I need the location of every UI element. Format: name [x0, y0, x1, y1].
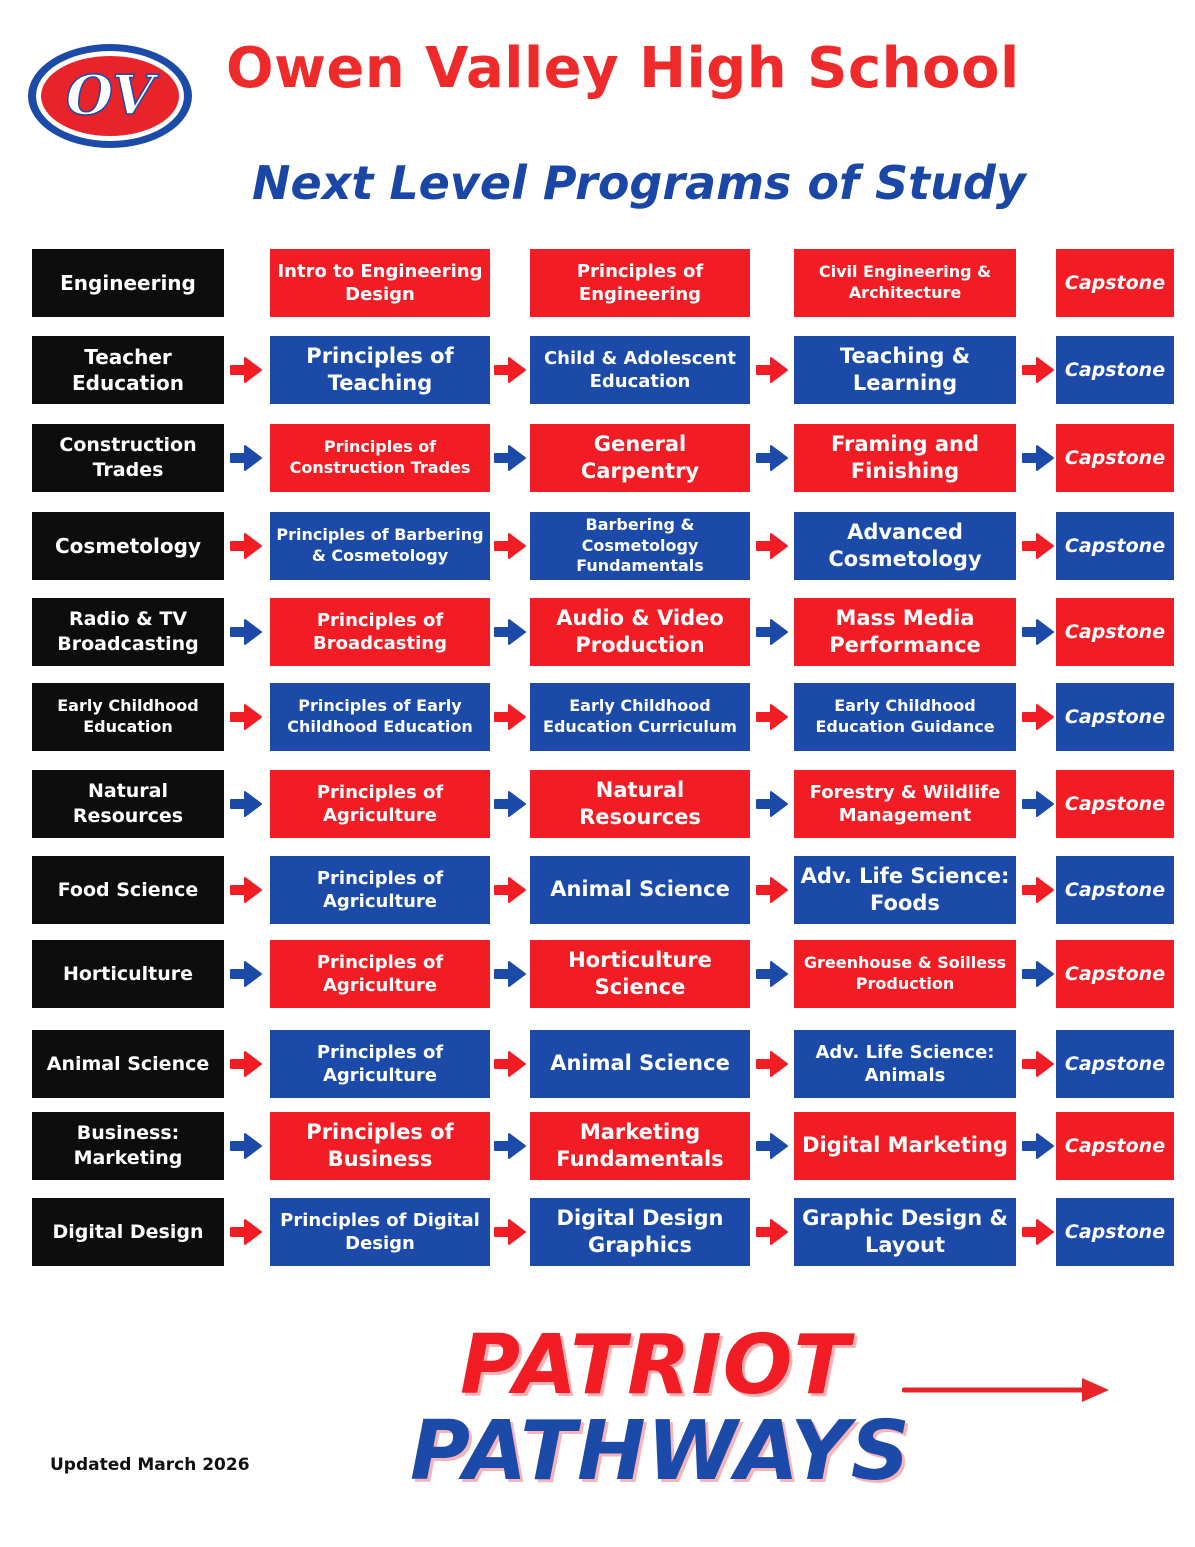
course-box: Principles of Barbering & Cosmetology: [270, 512, 490, 580]
arrow-right-icon: [493, 960, 527, 988]
capstone-box: Capstone: [1056, 512, 1174, 580]
course-box: Principles of Broadcasting: [270, 598, 490, 666]
arrow-right-icon: [493, 1050, 527, 1078]
course-box: Animal Science: [530, 1030, 750, 1098]
arrow-right-icon: [755, 444, 789, 472]
course-box: Early Childhood Education Curriculum: [530, 683, 750, 751]
course-box: Natural Resources: [530, 770, 750, 838]
capstone-box: Capstone: [1056, 1030, 1174, 1098]
capstone-box: Capstone: [1056, 1112, 1174, 1180]
course-box: Adv. Life Science: Foods: [794, 856, 1016, 924]
arrow-right-icon: [229, 1050, 263, 1078]
course-box: Digital Marketing: [794, 1112, 1016, 1180]
arrow-right-icon: [229, 703, 263, 731]
pathway-label: Early Childhood Education: [32, 683, 224, 751]
course-box: Animal Science: [530, 856, 750, 924]
course-box: Principles of Agriculture: [270, 1030, 490, 1098]
pathway-label: Business: Marketing: [32, 1112, 224, 1180]
course-box: Mass Media Performance: [794, 598, 1016, 666]
arrow-right-icon: [755, 960, 789, 988]
course-box: Barbering & Cosmetology Fundamentals: [530, 512, 750, 580]
course-box: Principles of Digital Design: [270, 1198, 490, 1266]
arrow-right-icon: [229, 960, 263, 988]
pathway-label: Teacher Education: [32, 336, 224, 404]
arrow-right-icon: [229, 532, 263, 560]
arrow-right-icon: [493, 444, 527, 472]
arrow-right-icon: [1021, 1050, 1055, 1078]
page-subtitle: Next Level Programs of Study: [252, 156, 1026, 210]
arrow-right-icon: [755, 356, 789, 384]
arrow-right-icon: [755, 1050, 789, 1078]
school-name: Owen Valley High School: [226, 36, 1020, 101]
updated-date: Updated March 2026: [50, 1455, 250, 1475]
pathway-label: Radio & TV Broadcasting: [32, 598, 224, 666]
arrow-right-icon: [229, 876, 263, 904]
pathway-label: Construction Trades: [32, 424, 224, 492]
pathway-label: Animal Science: [32, 1030, 224, 1098]
arrow-right-icon: [493, 876, 527, 904]
course-box: Teaching & Learning: [794, 336, 1016, 404]
course-box: General Carpentry: [530, 424, 750, 492]
arrow-right-icon: [1021, 1218, 1055, 1246]
course-box: Principles of Teaching: [270, 336, 490, 404]
course-box: Early Childhood Education Guidance: [794, 683, 1016, 751]
course-box: Adv. Life Science: Animals: [794, 1030, 1016, 1098]
arrow-right-icon: [755, 876, 789, 904]
capstone-box: Capstone: [1056, 249, 1174, 317]
arrow-right-icon: [229, 1132, 263, 1160]
arrow-right-icon: [1021, 356, 1055, 384]
course-box: Marketing Fundamentals: [530, 1112, 750, 1180]
course-box: Principles of Engineering: [530, 249, 750, 317]
capstone-box: Capstone: [1056, 856, 1174, 924]
course-box: Child & Adolescent Education: [530, 336, 750, 404]
course-box: Greenhouse & Soilless Production: [794, 940, 1016, 1008]
arrow-right-icon: [229, 444, 263, 472]
arrow-right-icon: [229, 618, 263, 646]
course-box: Principles of Construction Trades: [270, 424, 490, 492]
course-box: Digital Design Graphics: [530, 1198, 750, 1266]
pathways-title: PATHWAYS: [410, 1404, 911, 1499]
arrow-right-icon: [493, 703, 527, 731]
patriot-title: PATRIOT: [460, 1318, 851, 1413]
course-box: Graphic Design & Layout: [794, 1198, 1016, 1266]
capstone-box: Capstone: [1056, 1198, 1174, 1266]
course-box: Principles of Agriculture: [270, 940, 490, 1008]
school-logo: [26, 42, 194, 150]
capstone-box: Capstone: [1056, 770, 1174, 838]
pathway-label: Natural Resources: [32, 770, 224, 838]
pathway-label: Digital Design: [32, 1198, 224, 1266]
course-box: Audio & Video Production: [530, 598, 750, 666]
arrow-right-icon: [1021, 1132, 1055, 1160]
arrow-right-icon: [755, 703, 789, 731]
arrow-right-icon: [755, 1218, 789, 1246]
course-box: Intro to Engineering Design: [270, 249, 490, 317]
capstone-box: Capstone: [1056, 598, 1174, 666]
course-box: Principles of Agriculture: [270, 770, 490, 838]
capstone-box: Capstone: [1056, 940, 1174, 1008]
arrow-right-icon: [493, 790, 527, 818]
course-box: Principles of Early Childhood Education: [270, 683, 490, 751]
arrow-right-icon: [493, 1132, 527, 1160]
capstone-box: Capstone: [1056, 683, 1174, 751]
arrow-right-icon: [1021, 790, 1055, 818]
pathway-label: Cosmetology: [32, 512, 224, 580]
capstone-box: Capstone: [1056, 336, 1174, 404]
capstone-box: Capstone: [1056, 424, 1174, 492]
course-box: Forestry & Wildlife Management: [794, 770, 1016, 838]
arrow-right-icon: [1021, 703, 1055, 731]
arrow-right-icon: [229, 1218, 263, 1246]
pathway-label: Food Science: [32, 856, 224, 924]
arrow-right-icon: [1021, 618, 1055, 646]
arrow-right-icon: [493, 618, 527, 646]
long-arrow-icon: [902, 1375, 1112, 1405]
arrow-right-icon: [229, 356, 263, 384]
logo-text: OV: [66, 63, 154, 127]
arrow-right-icon: [1021, 960, 1055, 988]
pathway-label: Horticulture: [32, 940, 224, 1008]
arrow-right-icon: [755, 618, 789, 646]
course-box: Framing and Finishing: [794, 424, 1016, 492]
arrow-right-icon: [493, 356, 527, 384]
course-box: Advanced Cosmetology: [794, 512, 1016, 580]
arrow-right-icon: [755, 790, 789, 818]
arrow-right-icon: [229, 790, 263, 818]
pathway-label: Engineering: [32, 249, 224, 317]
arrow-right-icon: [1021, 532, 1055, 560]
arrow-right-icon: [1021, 444, 1055, 472]
arrow-right-icon: [755, 532, 789, 560]
arrow-right-icon: [493, 532, 527, 560]
course-box: Principles of Agriculture: [270, 856, 490, 924]
course-box: Civil Engineering & Architecture: [794, 249, 1016, 317]
course-box: Horticulture Science: [530, 940, 750, 1008]
arrow-right-icon: [493, 1218, 527, 1246]
course-box: Principles of Business: [270, 1112, 490, 1180]
arrow-right-icon: [755, 1132, 789, 1160]
arrow-right-icon: [1021, 876, 1055, 904]
